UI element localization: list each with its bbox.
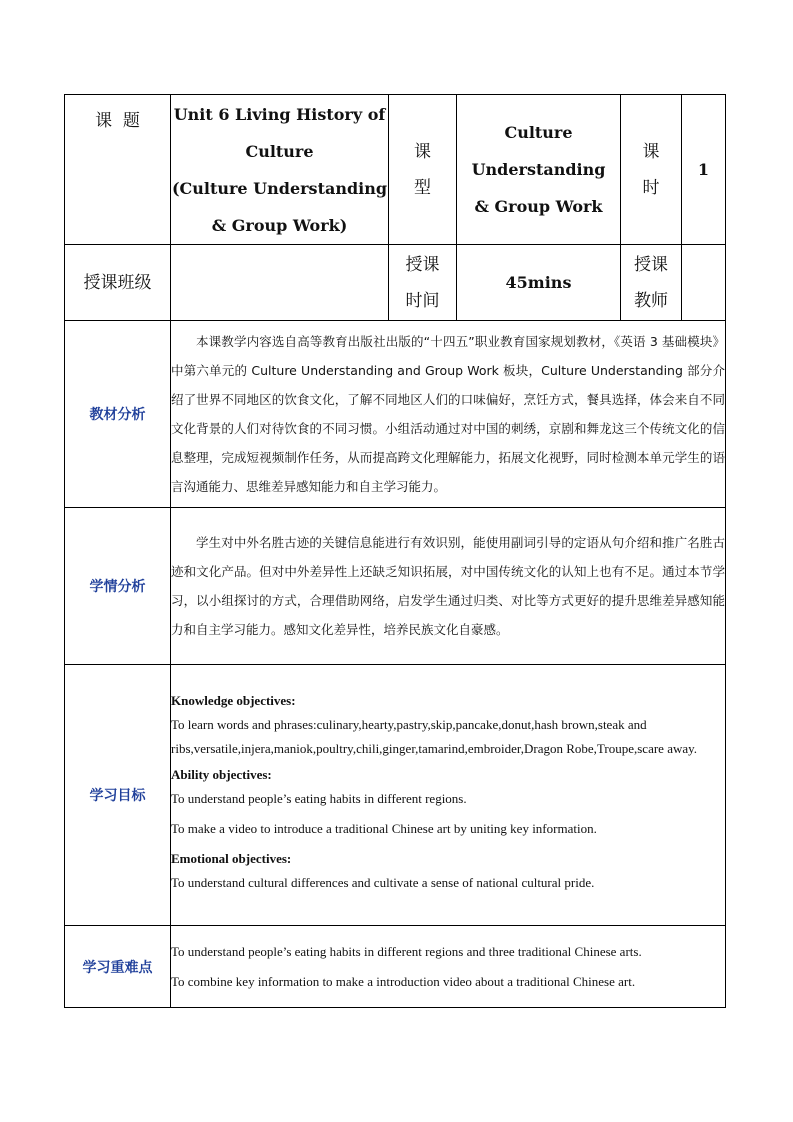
time-value-cell bbox=[457, 245, 621, 321]
material-analysis-label-cell bbox=[65, 321, 171, 508]
topic-label: 课 题 bbox=[95, 111, 140, 131]
topic-line: Unit 6 Living History of bbox=[173, 104, 386, 124]
topic-label-cell bbox=[65, 95, 171, 245]
key-points-label-cell bbox=[65, 926, 171, 1008]
lesson-plan-table bbox=[64, 94, 726, 1008]
type-value-cell bbox=[457, 95, 621, 245]
type-label-line: 型 bbox=[414, 177, 431, 198]
time-label-line: 时间 bbox=[405, 290, 440, 311]
key-points-content bbox=[171, 926, 726, 1008]
type-value-line: & Group Work bbox=[474, 197, 603, 216]
material-analysis-text: 本课教学内容选自高等教育出版社出版的“十四五”职业教育国家规划教材，《英语 3 基础模块》中第六单元的 Culture Understanding and Group Work 板块，Culture Understanding 部分介绍了世界不同地区的饮食文化，了解不同地区人们的口味偏好，烹饪方式，餐具选择，体会来自不同文化背景的人们对待饮食的不同习惯。小组活动通过对中国的刺绣，京剧和舞龙这三个传统文化的信息整理，完成短视频制作任务，从而提高跨文化理解能力，拓展文化视野，同时检测本单元学生的语言沟通能力、思维差异感知能力和自主学习能力。 bbox=[171, 321, 726, 508]
objectives-label-cell bbox=[65, 665, 171, 926]
teacher-label-cell bbox=[621, 245, 682, 321]
teacher-value-cell bbox=[682, 245, 726, 321]
material-analysis-label: 教材分析 bbox=[89, 407, 146, 423]
objectives-label: 学习目标 bbox=[89, 788, 146, 804]
time-value: 45mins bbox=[505, 273, 572, 292]
header-row bbox=[65, 95, 726, 245]
type-label-line: 课 bbox=[414, 141, 431, 162]
ability-heading: Ability objectives: bbox=[171, 767, 272, 782]
student-analysis-text: 学生对中外名胜古迹的关键信息能进行有效识别，能使用副词引导的定语从句介绍和推广名胜古迹和文化产品。但对中外差异性上还缺乏知识拓展，对中国传统文化的认知上也有不足。通过本节学习，以小组探讨的方式，合理借助网络，启发学生通过归类、对比等方式更好的提升思维差异感知能力和自主学习能力。感知文化差异性，培养民族文化自豪感。 bbox=[171, 508, 726, 665]
topic-line: Culture bbox=[245, 141, 314, 161]
key-point-item: To combine key information to make a introduction video about a traditional Chinese art. bbox=[171, 973, 636, 989]
hours-label-cell bbox=[621, 95, 682, 245]
student-analysis-label: 学情分析 bbox=[89, 579, 146, 595]
knowledge-text: To learn words and phrases:culinary,hearty,pastry,skip,pancake,donut,hash brown,steak and ribs,versatile,injera,maniok,poultry,chili,ginger,tamarind,embroider,Dragon Robe,Troupe,scare away. bbox=[171, 717, 698, 756]
time-label-line: 授课 bbox=[405, 254, 440, 275]
hours-value: 1 bbox=[697, 160, 710, 179]
ability-item: To understand people’s eating habits in different regions. bbox=[171, 791, 467, 806]
teacher-label-line: 授课 bbox=[634, 254, 668, 275]
class-value-cell bbox=[171, 245, 389, 321]
topic-value-cell bbox=[171, 95, 389, 245]
student-analysis-label-cell bbox=[65, 508, 171, 665]
topic-line: & Group Work) bbox=[211, 215, 348, 235]
type-value-line: Culture bbox=[504, 123, 573, 142]
class-label-cell bbox=[65, 245, 171, 321]
key-points-row bbox=[65, 926, 726, 1008]
time-label-cell bbox=[389, 245, 457, 321]
emotional-heading: Emotional objectives: bbox=[171, 851, 292, 866]
objectives-row bbox=[65, 665, 726, 926]
type-value-line: Understanding bbox=[471, 160, 606, 179]
emotional-text: To understand cultural differences and cultivate a sense of national cultural pride. bbox=[171, 875, 595, 890]
ability-item: To make a video to introduce a traditional Chinese art by uniting key information. bbox=[171, 821, 597, 836]
hours-value-cell bbox=[682, 95, 726, 245]
knowledge-heading: Knowledge objectives: bbox=[171, 693, 296, 708]
key-points-label: 学习重难点 bbox=[82, 959, 153, 976]
hours-label-line: 时 bbox=[642, 177, 660, 198]
type-label-cell bbox=[389, 95, 457, 245]
class-row bbox=[65, 245, 726, 321]
teacher-label-line: 教师 bbox=[634, 290, 668, 311]
student-analysis-row bbox=[65, 508, 726, 665]
topic-line: (Culture Understanding bbox=[171, 178, 388, 198]
objectives-content bbox=[171, 665, 726, 926]
material-analysis-row bbox=[65, 321, 726, 508]
class-label: 授课班级 bbox=[83, 272, 152, 293]
key-point-item: To understand people’s eating habits in different regions and three traditional Chinese arts. bbox=[171, 943, 642, 959]
hours-label-line: 课 bbox=[642, 141, 660, 162]
